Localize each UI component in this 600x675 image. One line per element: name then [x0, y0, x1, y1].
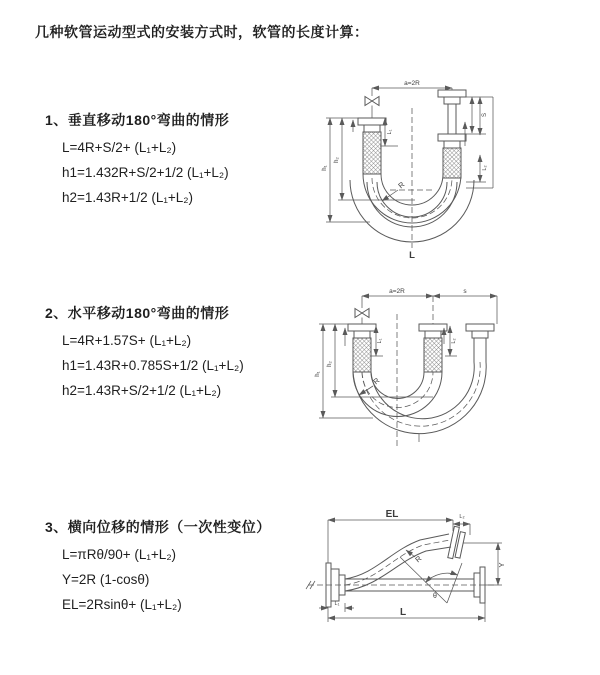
dim-label-h2: h₂: [327, 361, 333, 367]
section-1-heading: 1、垂直移动180°弯曲的情形: [45, 112, 230, 128]
formula-h1: h1=1.432R+S/2+1/2 (L₁+L₂): [62, 165, 229, 180]
formula-L: L=πRθ/90+ (L₁+L₂): [62, 547, 177, 562]
middle-pipe-position-1: [419, 324, 447, 372]
dim-label-l2: L₂: [451, 338, 457, 344]
dim-label-l1: L₁: [334, 601, 340, 607]
valve-icon: [355, 296, 369, 324]
dim-a2r: [362, 288, 497, 324]
dim-l1: [380, 118, 398, 146]
dim-label-y: Y: [497, 562, 506, 568]
formula-h2: h2=1.43R+1/2 (L₁+L₂): [62, 190, 194, 205]
dim-label-h2: h₂: [334, 157, 340, 163]
dim-label-s: S: [482, 112, 488, 118]
dim-label-r: R: [413, 553, 424, 565]
dim-label-h1: h₁: [322, 165, 328, 171]
dim-label-s: s: [463, 288, 467, 295]
dim-label-l2: L₂: [459, 514, 465, 520]
section-3-heading: 3、横向位移的情形（一次性变位）: [45, 519, 271, 535]
section-horizontal-movement: [45, 303, 244, 403]
right-pipe-position-2: [466, 324, 494, 362]
dim-el: [328, 509, 453, 563]
dim-l1: [319, 601, 354, 612]
section-lateral-displacement: [45, 517, 271, 617]
section-vertical-movement: [45, 110, 229, 210]
dim-a2r: [372, 80, 452, 90]
valve-icon: [365, 88, 379, 118]
section-2-heading: 2、水平移动180°弯曲的情形: [45, 305, 230, 321]
dim-length: [328, 603, 485, 622]
dim-label-l1: L₁: [377, 338, 383, 344]
dim-label-el: EL: [385, 509, 399, 520]
dim-label-r: R: [371, 375, 382, 387]
dim-label-l2: L₂: [482, 165, 488, 171]
dim-label-length: L: [409, 250, 415, 261]
formula-h1: h1=1.43R+0.785S+1/2 (L₁+L₂): [62, 358, 244, 373]
radius-callout: [359, 376, 382, 395]
dim-l2: [466, 97, 493, 188]
diagram-lateral-displacement: [300, 505, 600, 650]
dim-stroke-s: [466, 97, 493, 135]
dim-label-h1: h₁: [315, 371, 321, 377]
formula-h2: h2=1.43R+S/2+1/2 (L₁+L₂): [62, 383, 222, 398]
formula-EL: EL=2Rsinθ+ (L₁+L₂): [62, 597, 182, 612]
dim-label-r: R: [396, 179, 407, 191]
dim-label-length: L: [399, 607, 407, 618]
formula-Y: Y=2R (1-cosθ): [62, 572, 150, 587]
displaced-hose-s-curve: [345, 526, 466, 591]
formula-L: L=4R+S/2+ (L₁+L₂): [62, 140, 177, 155]
formula-L: L=4R+1.57S+ (L₁+L₂): [62, 333, 192, 348]
dim-label-a2r: a=2R: [389, 288, 405, 295]
right-pipe-moving-end: [438, 90, 466, 178]
dim-label-a2r: a=2R: [404, 80, 420, 87]
diagram-horizontal-180-u-bend: [313, 286, 591, 464]
angle-theta-construction: [400, 557, 462, 603]
page-title: 几种软管运动型式的安装方式时，软管的长度计算：: [35, 24, 369, 40]
hose-u-bend-position-1: [353, 372, 442, 417]
diagram-vertical-180-u-bend: [318, 70, 583, 262]
dim-heights: [315, 324, 433, 418]
dim-label-theta: θ: [433, 593, 437, 600]
left-pipe-fixed-end: [353, 118, 386, 174]
left-pipe-fixed-end: [345, 324, 376, 372]
radius-callout: [406, 550, 424, 564]
dim-label-l1: L₁: [387, 129, 393, 135]
